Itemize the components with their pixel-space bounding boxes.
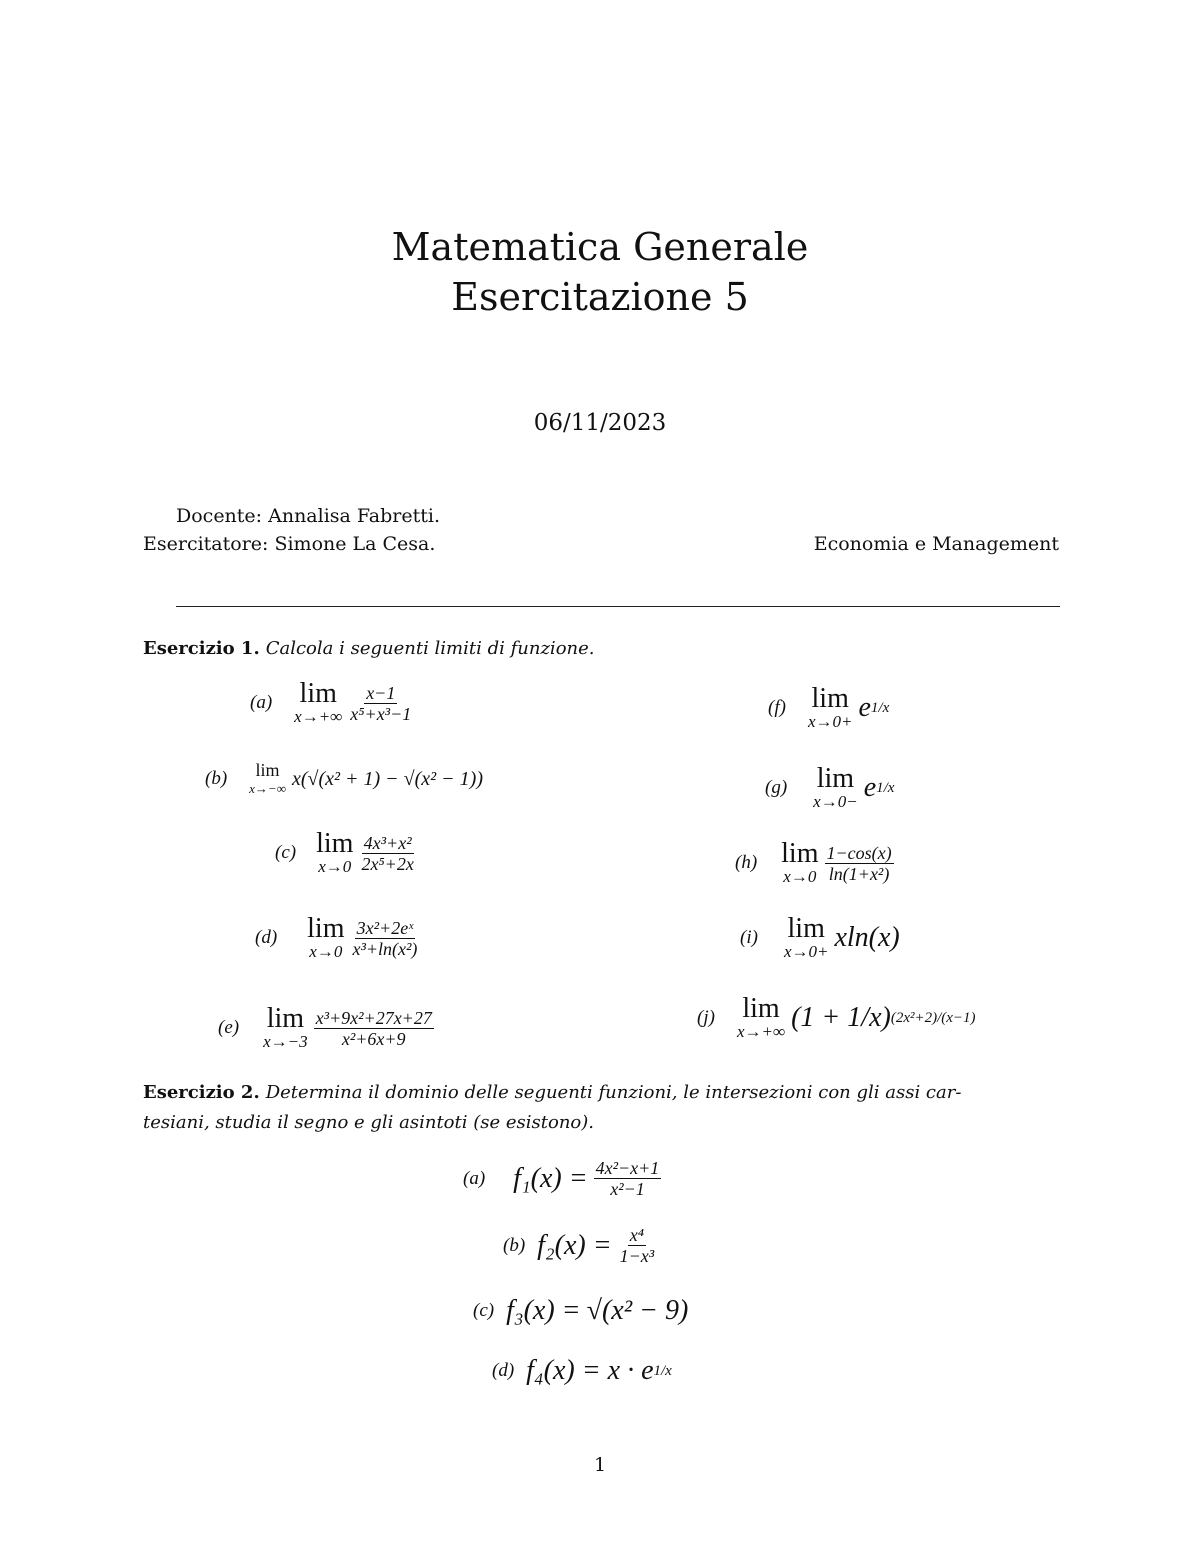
limit-a: (a) lim x→+∞ $\frac{x-1}{\text{x⁵+x³−1}}$ — [250, 678, 412, 726]
limit-h: (h) lim x→0 $\frac{1-\cos(x)}{\text{ln(1+x²)}}$ — [735, 838, 892, 886]
limit-j: (j) lim x→+∞ (1 + 1/x) (2x²+2)/(x−1) — [697, 993, 976, 1041]
exercise2-text-line2: tesiani, studia il segno e gli asintoti (se esistono). — [143, 1112, 594, 1133]
limit-i: (i) lim x→0+ xln(x) — [740, 913, 900, 961]
limit-b: (b) lim x→−∞ x(√(x² + 1) − √(x² − 1)) — [205, 760, 483, 796]
function-b: (b) f₂(x) = $\frac{\text{x⁴}}{\text{1−x³}}$ — [503, 1225, 655, 1266]
exercise2-heading — [143, 1078, 1059, 1138]
corso-line: Economia e Management — [813, 533, 1059, 555]
limit-e: (e) lim x→−3 $\frac{\text{x³+9x²+27x+27}}{\text{x²+6x+9}}$ — [218, 1003, 432, 1051]
limit-g: (g) lim x→0− e 1/x — [765, 763, 895, 811]
exercise1-text: Calcola i seguenti limiti di funzione. — [265, 638, 595, 659]
esercitatore-line: Esercitatore: Simone La Cesa. — [143, 533, 436, 555]
limit-d: (d) lim x→0 $\frac{\text{3x²+2eˣ}}{\text{x³+ln(x²)}}$ — [255, 913, 418, 961]
function-c: (c) f₃(x) = √(x² − 9) — [473, 1295, 689, 1326]
function-a: (a) f₁(x) = $\frac{\text{4x²−x+1}}{\text{x²−1}}$ — [463, 1158, 660, 1199]
limit-c: (c) lim x→0 $\frac{\text{4x³+x²}}{\text{2x⁵+2x}}$ — [275, 828, 414, 876]
divider — [176, 606, 1060, 607]
limit-f: (f) lim x→0+ e 1/x — [768, 683, 890, 731]
document-date: 06/11/2023 — [533, 410, 667, 436]
docente-line: Docente: Annalisa Fabretti. — [176, 505, 441, 527]
document-title: Matematica Generale — [391, 225, 809, 269]
exercise2-text-line1: Determina il dominio delle seguenti funzioni, le intersezioni con gli assi car- — [265, 1082, 962, 1103]
exercise2-label: Esercizio 2. — [143, 1082, 260, 1103]
document-subtitle: Esercitazione 5 — [451, 275, 749, 319]
exercise1-label: Esercizio 1. — [143, 638, 260, 659]
function-d: (d) f₄(x) = x · e 1/x — [492, 1355, 672, 1386]
page-number: 1 — [593, 1454, 607, 1476]
exercise1-heading — [143, 634, 1059, 664]
